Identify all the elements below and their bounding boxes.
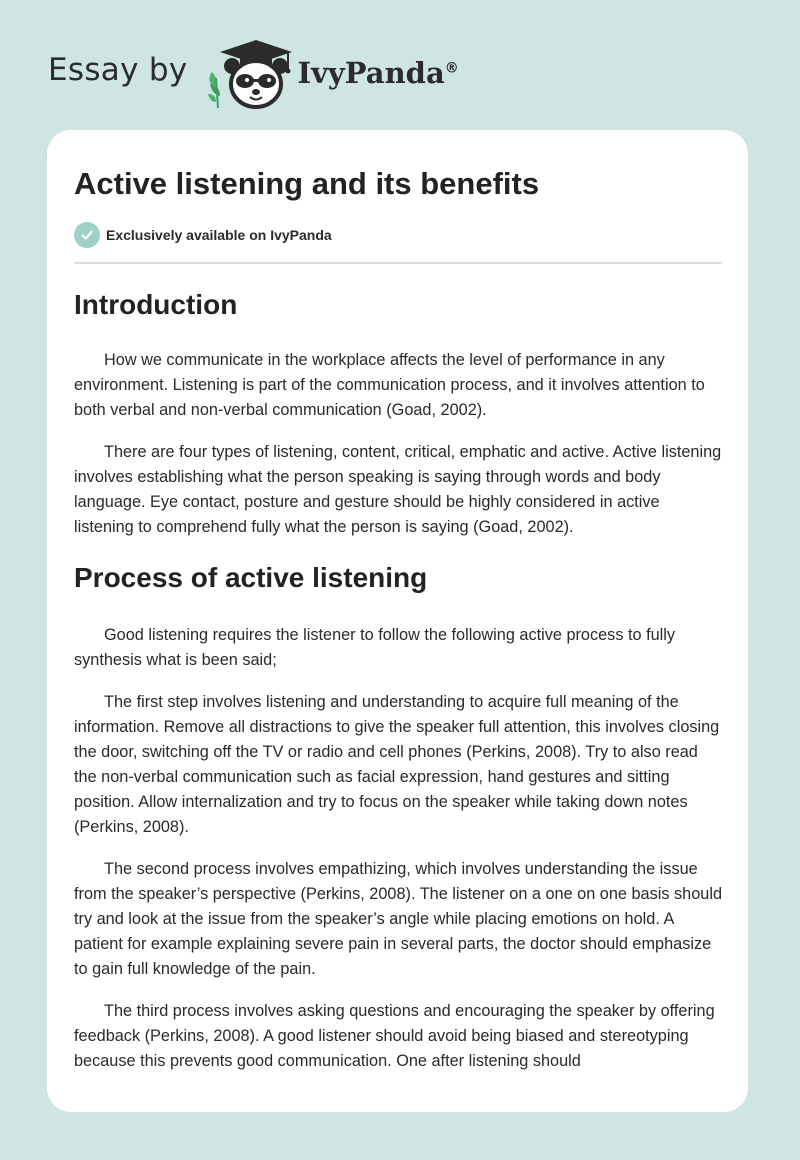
badge-text: Exclusively available on IvyPanda [106, 227, 332, 243]
check-icon [74, 222, 100, 248]
essay-card [47, 130, 748, 1112]
paragraph: There are four types of listening, content, critical, emphatic and active. Active listening involves establishing what the person speaking is saying through words and body language. Eye contact, posture and gesture should be highly considered in active listening to comprehend fully what the person is saying (Goad, 2002). [74, 443, 722, 536]
paragraph: Good listening requires the listener to follow the following active process to fully synthesis what is been said; [74, 626, 676, 669]
exclusive-badge [74, 221, 722, 249]
essay-title: Active listening and its benefits [74, 166, 540, 201]
brand-prefix: Essay by [48, 52, 188, 88]
brand-header [48, 36, 459, 110]
paragraph: The second process involves empathizing, which involves understanding the issue from the speaker’s perspective (Perkins, 2008). The listener on a one on one basis should try and look at the issue from the speaker’s angle while placing emotions on hold. A patient for example explaining severe pain in several parts, the doctor should emphasize to gain full knowledge of the pain. [74, 860, 723, 978]
brand-name: IvyPanda® [297, 56, 459, 90]
paragraph: The first step involves listening and understanding to acquire full meaning of the information. Remove all distractions to give the speaker full attention, this involves closing the door, switching off the TV or radio and cell phones (Perkins, 2008). Try to also read the non-verbal communication such as facial expression, hand gestures and sitting position. Allow internalization and try to focus on the speaker while taking down notes (Perkins, 2008). [74, 693, 720, 836]
paragraph: How we communicate in the workplace affects the level of performance in any environment. Listening is part of the communication process, and it involves attention to both verbal and non-verbal communication (Goad, 2002). [74, 351, 705, 419]
panda-logo-icon[interactable] [202, 36, 294, 110]
divider [74, 262, 722, 264]
section-heading-introduction: Introduction [74, 289, 238, 320]
paragraph: The third process involves asking questions and encouraging the speaker by offering feedback (Perkins, 2008). A good listener should avoid being biased and stereotyping because this prevents good communication. One after listening should [74, 1002, 715, 1070]
section-heading-process: Process of active listening [74, 562, 428, 593]
